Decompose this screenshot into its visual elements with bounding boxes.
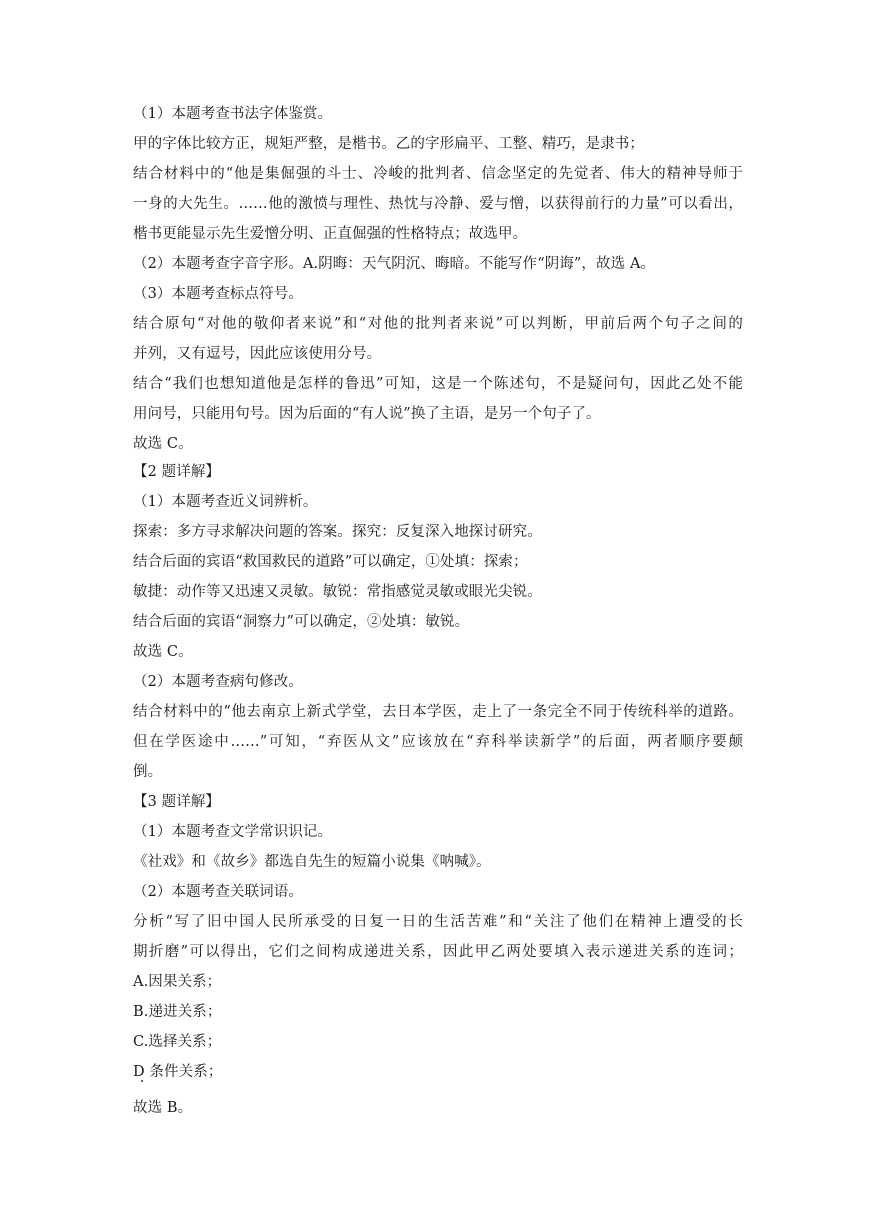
text-line: 《社戏》和《故乡》都选自先生的短篇小说集《呐喊》。: [133, 854, 491, 870]
text-line: 期折磨”可以得出，它们之间构成递进关系，因此甲乙两处要填入表示递进关系的连词；: [133, 944, 743, 960]
text-line: 敏捷：动作等又迅速又灵敏。敏锐：常指感觉灵敏或眼光尖锐。: [133, 584, 542, 600]
text-line: （1）本题考查近义词辨析。: [133, 494, 318, 510]
text-line: 并列，又有逗号，因此应该使用分号。: [133, 346, 382, 362]
text-line: （1）本题考查文学常识识记。: [133, 824, 333, 840]
text-line: 结合原句“对他的敬仰者来说”和“对他的批判者来说”可以判断，甲前后两个句子之间的: [133, 316, 743, 332]
text-line: （2）本题考查关联词语。: [133, 884, 303, 900]
section-heading: 【2 题详解】: [133, 464, 221, 480]
text-line: 故选 C。: [133, 436, 193, 452]
text-line: A.因果关系；: [133, 974, 222, 990]
text-line: 结合后面的宾语“救国救民的道路”可以确定，①处填：探索；: [133, 554, 528, 570]
text-line: 一身的大先生。……他的激愤与理性、热忱与冷静、爱与憎，以获得前行的力量”可以看出，: [133, 196, 743, 212]
stray-dot: [141, 1080, 143, 1082]
text-line: （2）本题考查字音字形。A.阴晦：天气阴沉、晦暗。不能写作“阴诲”，故选 A。: [133, 256, 656, 272]
text-line: 用问号，只能用句号。因为后面的“有人说”换了主语，是另一个句子了。: [133, 406, 601, 422]
text-line: 探索：多方寻求解决问题的答案。探究：反复深入地探讨研究。: [133, 524, 542, 540]
text-line: 结合材料中的“他是集倔强的斗士、冷峻的批判者、信念坚定的先觉者、伟大的精神导师于: [133, 166, 743, 182]
text-line: 但在学医途中……”可知，“弃医从文”应该放在“弃科举读新学”的后面，两者顺序要颠: [133, 734, 743, 750]
text-line: （3）本题考查标点符号。: [133, 286, 303, 302]
text-line: 分析“写了旧中国人民所承受的日复一日的生活苦难”和“关注了他们在精神上遭受的长: [133, 914, 743, 930]
text-line: 结合“我们也想知道他是怎样的鲁迅”可知，这是一个陈述句，不是疑问句，因此乙处不能: [133, 376, 743, 392]
text-line: C.选择关系；: [133, 1034, 222, 1050]
text-line: （1）本题考查书法字体鉴赏。: [133, 106, 333, 122]
text-line: 楷书更能显示先生爱憎分明、正直倔强的性格特点；故选甲。: [133, 226, 528, 242]
text-line: 甲的字体比较方正，规矩严整，是楷书。乙的字形扁平、工整、精巧，是隶书；: [133, 136, 644, 152]
text-line: 故选 B。: [133, 1100, 193, 1116]
text-line: 结合材料中的“他去南京上新式学堂，去日本学医，走上了一条完全不同于传统科举的道路。: [133, 704, 743, 720]
text-line: 故选 C。: [133, 644, 193, 660]
text-line: 倒。: [133, 764, 163, 780]
text-line: D 条件关系；: [133, 1064, 223, 1080]
text-line: （2）本题考查病句修改。: [133, 674, 303, 690]
section-heading: 【3 题详解】: [133, 794, 221, 810]
text-line: 结合后面的宾语“洞察力”可以确定，②处填：敏锐。: [133, 614, 470, 630]
text-line: B.递进关系；: [133, 1004, 222, 1020]
